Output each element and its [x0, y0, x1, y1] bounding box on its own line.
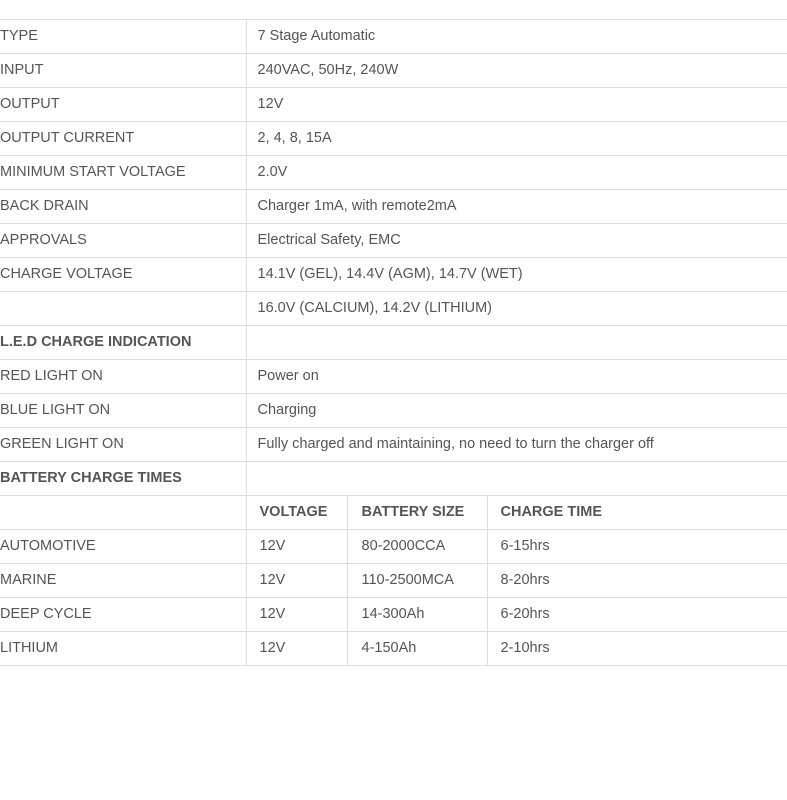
- spec-value: 240VAC, 50Hz, 240W: [246, 54, 787, 88]
- spec-label: OUTPUT: [0, 88, 246, 122]
- led-row-blue: [0, 394, 787, 428]
- charge-time-cell: 6-20hrs: [487, 598, 787, 632]
- spec-label: OUTPUT CURRENT: [0, 122, 246, 156]
- spec-row-back-drain: [0, 190, 787, 224]
- voltage-cell: 12V: [246, 530, 347, 564]
- spec-value: 2, 4, 8, 15A: [246, 122, 787, 156]
- led-section-heading-row: [0, 326, 787, 360]
- battery-size-cell: 110-2500MCA: [347, 564, 487, 598]
- spec-value: 7 Stage Automatic: [246, 20, 787, 54]
- empty-cell: [246, 326, 787, 360]
- spec-value: 2.0V: [246, 156, 787, 190]
- voltage-cell: 12V: [246, 598, 347, 632]
- empty-cell: [0, 496, 246, 530]
- charge-times-row-automotive: [0, 530, 787, 564]
- battery-type-label: AUTOMOTIVE: [0, 530, 246, 564]
- spec-row-minimum-start-voltage: [0, 156, 787, 190]
- section-heading: BATTERY CHARGE TIMES: [0, 462, 246, 496]
- battery-size-cell: 4-150Ah: [347, 632, 487, 666]
- battery-type-label: DEEP CYCLE: [0, 598, 246, 632]
- led-row-green: [0, 428, 787, 462]
- voltage-cell: 12V: [246, 564, 347, 598]
- led-value: Fully charged and maintaining, no need to turn the charger off: [246, 428, 787, 462]
- spec-label: INPUT: [0, 54, 246, 88]
- spec-row-output: [0, 88, 787, 122]
- spec-value: 16.0V (CALCIUM), 14.2V (LITHIUM): [246, 292, 787, 326]
- led-value: Power on: [246, 360, 787, 394]
- charge-times-column-headers: [0, 496, 787, 530]
- column-header-battery-size: BATTERY SIZE: [347, 496, 487, 530]
- spec-value: 12V: [246, 88, 787, 122]
- led-row-red: [0, 360, 787, 394]
- section-heading: L.E.D CHARGE INDICATION: [0, 326, 246, 360]
- led-value: Charging: [246, 394, 787, 428]
- spec-label: BACK DRAIN: [0, 190, 246, 224]
- spec-row-charge-voltage-continued: [0, 292, 787, 326]
- charge-time-cell: 2-10hrs: [487, 632, 787, 666]
- spec-label: APPROVALS: [0, 224, 246, 258]
- charge-times-row-deep-cycle: [0, 598, 787, 632]
- charge-time-cell: 6-15hrs: [487, 530, 787, 564]
- battery-size-cell: 14-300Ah: [347, 598, 487, 632]
- charge-times-heading-row: [0, 462, 787, 496]
- spec-row-input: [0, 54, 787, 88]
- charge-times-row-lithium: [0, 632, 787, 666]
- spec-value: Charger 1mA, with remote2mA: [246, 190, 787, 224]
- spec-row-type: [0, 20, 787, 54]
- spec-row-approvals: [0, 224, 787, 258]
- specifications-table: [0, 19, 787, 666]
- spec-label: TYPE: [0, 20, 246, 54]
- battery-type-label: MARINE: [0, 564, 246, 598]
- charge-times-row-marine: [0, 564, 787, 598]
- spec-row-charge-voltage: [0, 258, 787, 292]
- charge-time-cell: 8-20hrs: [487, 564, 787, 598]
- spec-value: 14.1V (GEL), 14.4V (AGM), 14.7V (WET): [246, 258, 787, 292]
- spec-label: CHARGE VOLTAGE: [0, 258, 246, 292]
- battery-type-label: LITHIUM: [0, 632, 246, 666]
- voltage-cell: 12V: [246, 632, 347, 666]
- spec-row-output-current: [0, 122, 787, 156]
- spec-label: [0, 292, 246, 326]
- column-header-voltage: VOLTAGE: [246, 496, 347, 530]
- spec-label: MINIMUM START VOLTAGE: [0, 156, 246, 190]
- spec-value: Electrical Safety, EMC: [246, 224, 787, 258]
- battery-size-cell: 80-2000CCA: [347, 530, 487, 564]
- column-header-charge-time: CHARGE TIME: [487, 496, 787, 530]
- led-label: BLUE LIGHT ON: [0, 394, 246, 428]
- empty-cell: [246, 462, 787, 496]
- led-label: GREEN LIGHT ON: [0, 428, 246, 462]
- led-label: RED LIGHT ON: [0, 360, 246, 394]
